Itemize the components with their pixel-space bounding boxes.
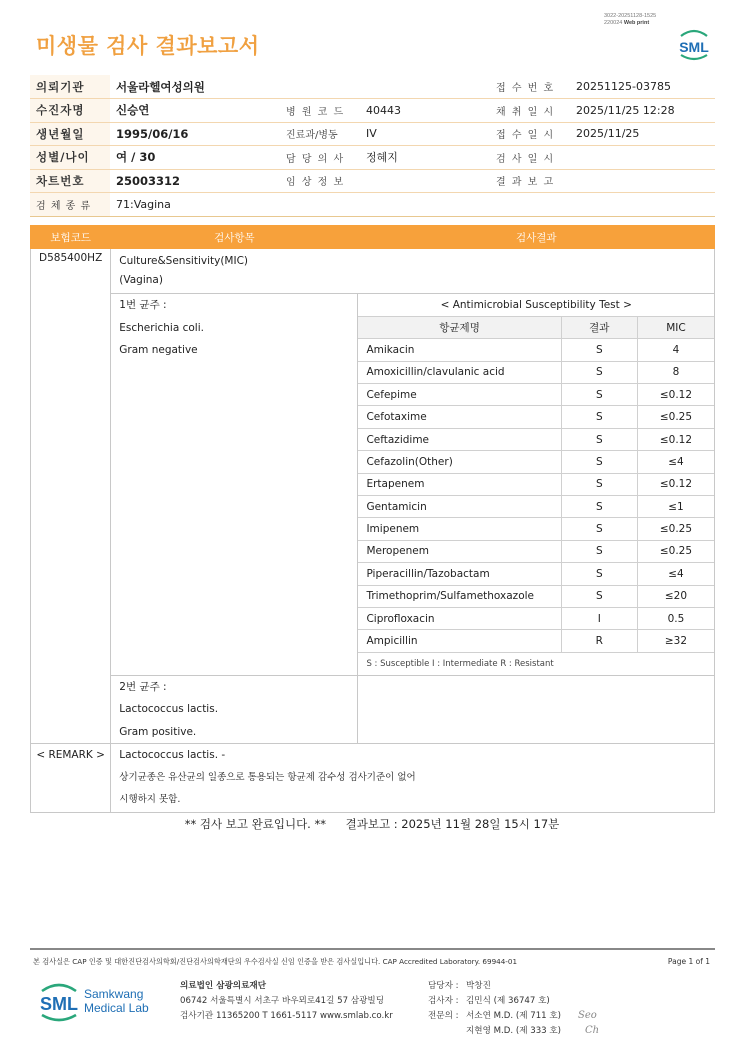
staff-block <box>428 979 561 1039</box>
result-report-value <box>570 169 715 193</box>
accession-no-label: 접 수 번 호 <box>490 75 570 99</box>
ast-mic-cell: ≤0.12 <box>637 473 714 495</box>
hospital-code-label: 병 원 코 드 <box>280 99 360 123</box>
ast-title: < Antimicrobial Susceptibility Test > <box>358 294 714 316</box>
ast-drug-cell: Ceftazidime <box>358 428 561 450</box>
ast-drug-cell: Cefazolin(Other) <box>358 451 561 473</box>
info-row <box>30 99 715 123</box>
lab-address: 06742 서울특별시 서초구 바우뫼로41길 57 삼광빌딩 <box>180 996 384 1006</box>
ast-result-cell: S <box>561 563 637 585</box>
staff-row <box>428 979 561 994</box>
remark-line2: 상기균종은 유산균의 일종으로 통용되는 항균제 감수성 검사기준이 없어 <box>119 771 416 783</box>
lab-address-block <box>180 979 393 1024</box>
ast-row <box>358 563 714 585</box>
test-result-header: 검사결과 <box>358 226 715 249</box>
staff-row <box>428 1024 561 1039</box>
remark-line1: Lactococcus lactis. - <box>119 749 226 762</box>
insurance-code-header: 보험코드 <box>31 226 111 249</box>
ast-mic-cell: ≤1 <box>637 496 714 518</box>
doctor-label: 담 당 의 사 <box>280 146 360 170</box>
ast-drug-cell: Imipenem <box>358 518 561 540</box>
test-name-line2: (Vagina) <box>119 274 163 286</box>
specimen-type-value: 71:Vagina <box>110 193 280 217</box>
collection-time-label: 채 취 일 시 <box>490 99 570 123</box>
ast-result-cell: S <box>561 518 637 540</box>
ast-result-cell: S <box>561 585 637 607</box>
ast-row <box>358 607 714 629</box>
ast-result-cell: S <box>561 496 637 518</box>
organism1-gram: Gram negative <box>119 344 198 356</box>
test-date-label: 검 사 일 시 <box>490 146 570 170</box>
staff-role: 전문의 : <box>428 1011 459 1021</box>
department-label: 진료과/병동 <box>280 122 360 146</box>
signature-1: Seo <box>578 1010 597 1021</box>
info-row <box>30 169 715 193</box>
ast-mic-cell: ≤0.12 <box>637 428 714 450</box>
ast-result-cell: S <box>561 384 637 406</box>
ast-mic-cell: 8 <box>637 361 714 383</box>
page-title: 미생물 검사 결과보고서 <box>36 34 260 58</box>
info-row <box>30 193 715 217</box>
test-name-line1: Culture&Sensitivity(MIC) <box>119 255 249 267</box>
info-row <box>30 122 715 146</box>
brand-name <box>84 987 149 1015</box>
ast-drug-cell: Meropenem <box>358 540 561 562</box>
footer-divider <box>30 948 715 950</box>
ast-table <box>358 294 714 675</box>
ast-drug-cell: Cefotaxime <box>358 406 561 428</box>
organism1-name: Escherichia coli. <box>119 321 204 334</box>
brand-name-line1: Samkwang <box>84 987 144 1001</box>
sml-logo-text: SML <box>679 39 709 55</box>
hospital-code-value: 40443 <box>360 99 490 123</box>
ast-row <box>358 339 714 361</box>
ast-result-cell: S <box>561 451 637 473</box>
staff-row <box>428 1009 561 1024</box>
collection-time-value: 2025/11/25 12:28 <box>570 99 715 123</box>
accession-no-value: 20251125-03785 <box>570 75 715 99</box>
birthdate-value: 1995/06/16 <box>110 122 280 146</box>
ast-result-cell: S <box>561 428 637 450</box>
document-code-number: 220024 <box>604 20 623 26</box>
sex-age-value: 여 / 30 <box>110 146 280 170</box>
ast-drug-header: 항균제명 <box>358 316 561 338</box>
ast-mic-cell: ≤0.25 <box>637 406 714 428</box>
department-value: IV <box>360 122 490 146</box>
remark-line3: 시행하지 못함. <box>119 794 181 806</box>
ast-panel <box>358 294 715 676</box>
referring-org-label: 의뢰기관 <box>30 75 110 99</box>
organism2-label: 2번 균주 : <box>119 680 167 693</box>
result-report-label: 결 과 보 고 <box>490 169 570 193</box>
ast-drug-cell: Ertapenem <box>358 473 561 495</box>
info-row <box>30 146 715 170</box>
staff-role: 검사자 : <box>428 996 459 1006</box>
ast-row <box>358 518 714 540</box>
ast-drug-cell: Amoxicillin/clavulanic acid <box>358 361 561 383</box>
chart-no-label: 차트번호 <box>30 169 110 193</box>
document-code <box>604 13 656 27</box>
organism2-name: Lactococcus lactis. <box>119 703 219 716</box>
completion-notice <box>0 816 744 832</box>
ast-result-cell: S <box>561 339 637 361</box>
ast-row <box>358 428 714 450</box>
insurance-code: D585400HZ <box>31 249 111 744</box>
patient-name-value: 신승연 <box>110 99 280 123</box>
ast-mic-cell: ≤0.12 <box>637 384 714 406</box>
organism1-info <box>111 294 358 676</box>
ast-row <box>358 384 714 406</box>
receipt-time-value: 2025/11/25 <box>570 122 715 146</box>
clinical-info-label: 임 상 정 보 <box>280 169 360 193</box>
clinical-info-value <box>360 169 490 193</box>
document-code-line1: 3022-20251128-1525 <box>604 13 657 19</box>
results-table <box>30 225 715 813</box>
lab-contact: 검사기관 11365200 T 1661-5117 www.smlab.co.kr <box>180 1011 393 1021</box>
ast-result-header: 결과 <box>561 316 637 338</box>
test-item-header: 검사항목 <box>111 226 358 249</box>
ast-drug-cell: Amikacin <box>358 339 561 361</box>
test-name <box>111 249 715 294</box>
ast-legend: S : Susceptible I : Intermediate R : Resistant <box>366 658 554 669</box>
remark-label: < REMARK > <box>31 744 111 813</box>
staff-row <box>428 994 561 1009</box>
organism2-result <box>358 675 715 744</box>
chart-no-value: 25003312 <box>110 169 280 193</box>
info-row <box>30 75 715 99</box>
organism2-gram: Gram positive. <box>119 725 197 738</box>
ast-row <box>358 630 714 652</box>
ast-row <box>358 540 714 562</box>
ast-mic-cell: ≤4 <box>637 563 714 585</box>
ast-mic-cell: 4 <box>637 339 714 361</box>
ast-row <box>358 473 714 495</box>
ast-drug-cell: Trimethoprim/Sulfamethoxazole <box>358 585 561 607</box>
brand-name-line2: Medical Lab <box>84 1001 149 1015</box>
ast-mic-cell: 0.5 <box>637 607 714 629</box>
ast-result-cell: I <box>561 607 637 629</box>
staff-name: 지현영 M.D. (제 333 호) <box>466 1026 562 1036</box>
ast-result-cell: S <box>561 361 637 383</box>
ast-mic-cell: ≥32 <box>637 630 714 652</box>
sml-footer-logo-text: SML <box>40 994 78 1014</box>
receipt-time-label: 접 수 일 시 <box>490 122 570 146</box>
staff-role: 담당자 : <box>428 981 459 991</box>
organism2-info <box>111 675 358 744</box>
ast-mic-cell: ≤0.25 <box>637 518 714 540</box>
ast-drug-cell: Cefepime <box>358 384 561 406</box>
certification-note: 본 검사실은 CAP 인증 및 대한진단검사의학회/진단검사의학재단의 우수검사실 신임 인증을 받은 검사실입니다. CAP Accredited Laboratory. 69944-01 <box>33 957 518 966</box>
ast-row <box>358 451 714 473</box>
signature-2: Ch <box>585 1025 600 1036</box>
ast-result-cell: R <box>561 630 637 652</box>
ast-row <box>358 361 714 383</box>
patient-info-table <box>30 75 715 217</box>
staff-name: 서소연 M.D. (제 711 호) <box>466 1011 562 1021</box>
test-date-value <box>570 146 715 170</box>
doctor-value: 정혜지 <box>360 146 490 170</box>
org-name: 의료법인 삼광의료재단 <box>180 981 267 991</box>
sml-logo <box>675 27 713 67</box>
ast-mic-cell: ≤20 <box>637 585 714 607</box>
referring-org-value: 서울라헬여성의원 <box>110 75 280 99</box>
ast-mic-header: MIC <box>637 316 714 338</box>
ast-result-cell: S <box>561 473 637 495</box>
birthdate-label: 생년월일 <box>30 122 110 146</box>
ast-mic-cell: ≤0.25 <box>637 540 714 562</box>
specimen-type-label: 검 체 종 류 <box>30 193 110 217</box>
organism1-label: 1번 균주 : <box>119 299 167 311</box>
ast-drug-cell: Ciprofloxacin <box>358 607 561 629</box>
ast-row <box>358 406 714 428</box>
ast-row <box>358 496 714 518</box>
completion-message: ** 검사 보고 완료입니다. ** <box>184 817 326 831</box>
page-number: Page 1 of 1 <box>667 957 710 966</box>
staff-name: 김민식 (제 36747 호) <box>466 996 550 1006</box>
ast-result-cell: S <box>561 540 637 562</box>
ast-drug-cell: Ampicillin <box>358 630 561 652</box>
ast-drug-cell: Gentamicin <box>358 496 561 518</box>
staff-name: 박창진 <box>466 981 491 991</box>
remark-text <box>111 744 715 813</box>
sml-footer-logo <box>36 980 82 1028</box>
web-print-label: Web print <box>623 20 650 26</box>
patient-name-label: 수진자명 <box>30 99 110 123</box>
sex-age-label: 성별/나이 <box>30 146 110 170</box>
report-datetime: 결과보고 : 2025년 11월 28일 15시 17분 <box>345 817 560 831</box>
ast-row <box>358 585 714 607</box>
ast-result-cell: S <box>561 406 637 428</box>
ast-drug-cell: Piperacillin/Tazobactam <box>358 563 561 585</box>
ast-mic-cell: ≤4 <box>637 451 714 473</box>
